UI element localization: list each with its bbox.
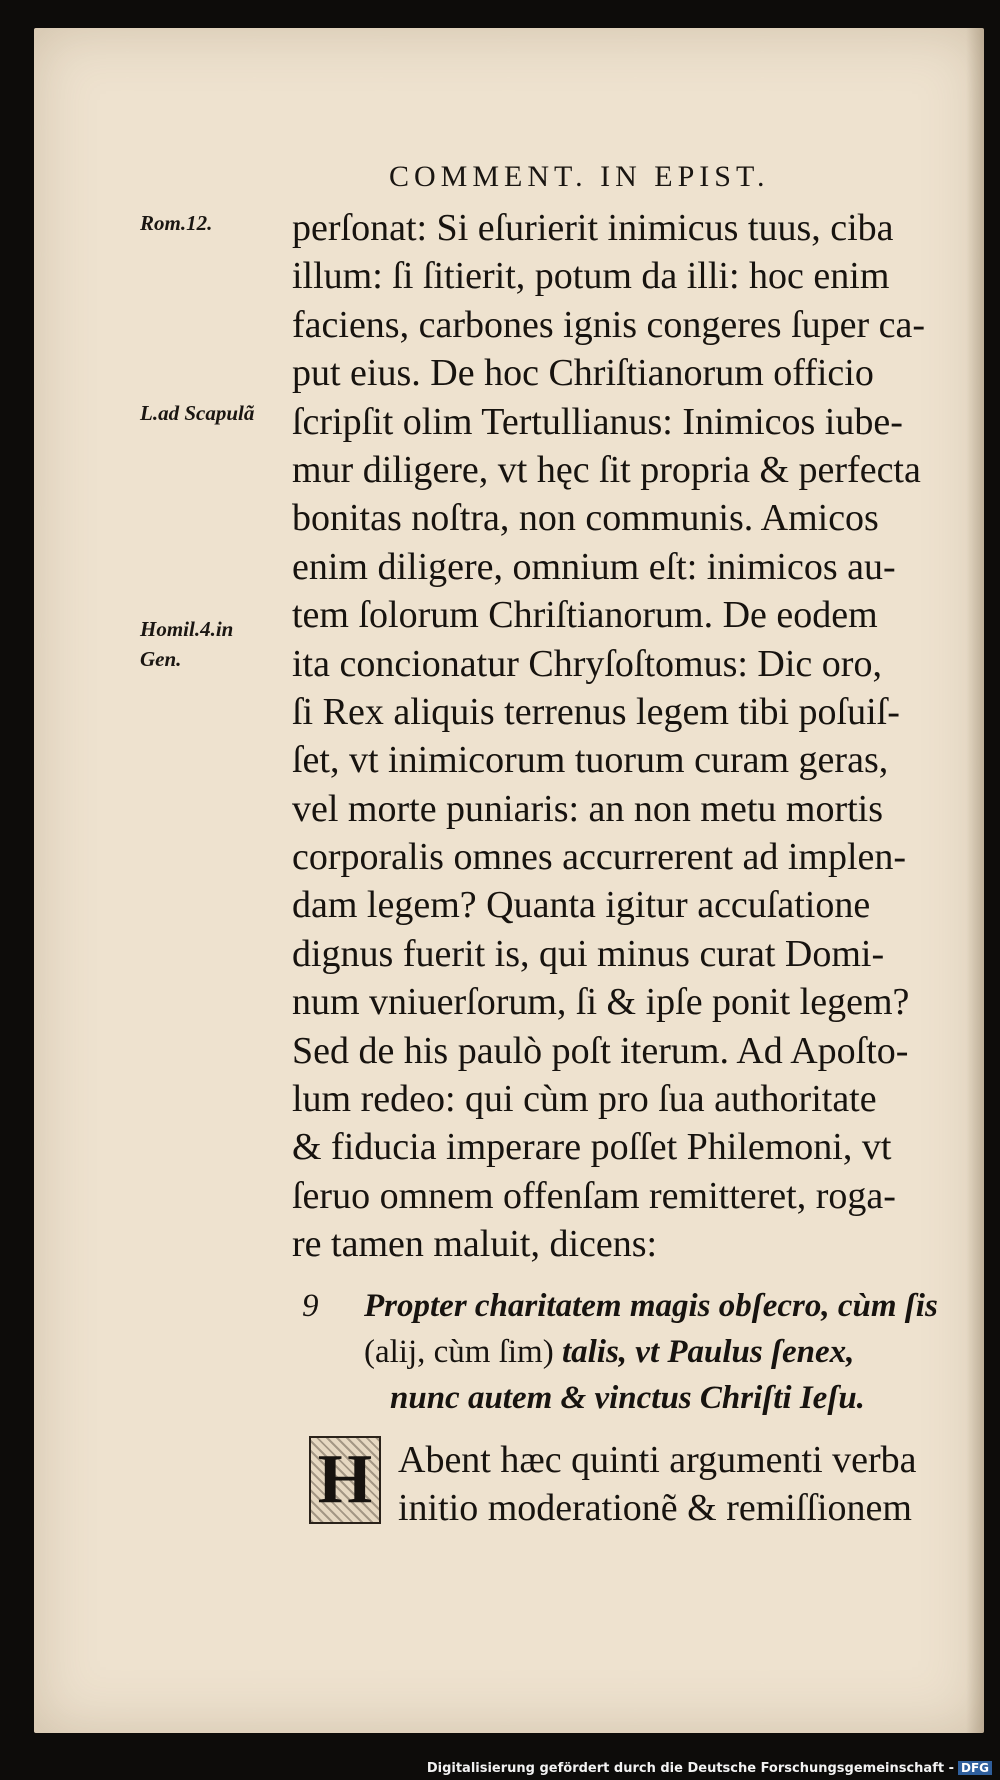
body-line-10: ita concionatur Chryſoſtomus: Dic oro, [292, 642, 882, 685]
body-line-20: & fiducia imperare poſſet Philemoni, vt [292, 1126, 892, 1169]
body-line-12: ſet, vt inimicorum tuorum curam geras, [292, 739, 889, 782]
body-line-14: corporalis omnes accurrerent ad implen- [292, 836, 907, 879]
body-line-22: re tamen maluit, dicens: [292, 1223, 658, 1266]
margin-note-romans: Rom.12. [140, 211, 213, 235]
verse-line-2-plain: (alij, cùm ſim) [364, 1334, 554, 1370]
initial-letter: H [309, 1436, 381, 1524]
digitization-footer [427, 1761, 992, 1776]
dfg-logo: DFG [958, 1761, 992, 1775]
verse-line-2-italic: talis, vt Paulus ſenex, [561, 1334, 855, 1370]
body-line-3: faciens, carbones ignis congeres ſuper ca- [292, 303, 926, 346]
footer-text: Digitalisierung gefördert durch die Deutsche Forschungsgemeinschaft - [426, 1761, 954, 1776]
body-line-17: num vniuerſorum, ſi & ipſe ponit legem? [292, 981, 910, 1024]
body-line-9: tem ſolorum Chriſtianorum. De eodem [292, 594, 878, 637]
body-line-15: dam legem? Quanta igitur accuſatione [292, 884, 871, 927]
final-text [398, 1436, 998, 1532]
body-line-5: ſcripſit olim Tertullianus: Inimicos iube- [292, 400, 903, 443]
verse-line-1: Propter charitatem magis obſecro, cùm ſis [364, 1288, 938, 1324]
body-line-18: Sed de his paulò poſt iterum. Ad Apoſto- [292, 1029, 909, 1072]
verse-number: 9 [302, 1288, 319, 1324]
verse-line-3: nunc autem & vinctus Chriſti Ieſu. [390, 1380, 865, 1416]
book-page [34, 28, 984, 1733]
final-line-1: Abent hæc quinti argumenti verba [398, 1439, 917, 1481]
final-line-2: initio moderationẽ & remiſſionem [398, 1487, 912, 1529]
body-line-7: bonitas noſtra, non communis. Amicos [292, 497, 879, 540]
body-line-11: ſi Rex aliquis terrenus legem tibi poſuiſ- [292, 690, 900, 733]
body-line-6: mur diligere, vt hęc ſit propria & perfecta [292, 448, 921, 491]
body-line-1: perſonat: Si eſurierit inimicus tuus, ciba [292, 207, 894, 249]
running-head: COMMENT. IN EPIST. [389, 160, 770, 193]
body-line-2: illum: ſi ſitierit, potum da illi: hoc enim [292, 255, 890, 298]
body-line-8: enim diligere, omnium eſt: inimicos au- [292, 545, 896, 588]
margin-note-gen: Gen. [140, 647, 182, 671]
body-line-21: ſeruo omnem offenſam remitteret, roga- [292, 1174, 896, 1217]
decorated-initial [309, 1436, 381, 1524]
body-text [292, 204, 982, 1269]
body-line-4: put eius. De hoc Chriſtianorum officio [292, 352, 874, 395]
body-line-13: vel morte puniaris: an non metu mortis [292, 787, 884, 830]
body-line-19: lum redeo: qui cùm pro ſua authoritate [292, 1078, 877, 1121]
verse-block [302, 1283, 1000, 1421]
margin-note-homil: Homil.4.in [140, 617, 234, 641]
margin-note-scapula: L.ad Scapulã [140, 401, 255, 425]
body-line-16: dignus fuerit is, qui minus curat Domi- [292, 932, 885, 975]
verse-line-2 [302, 1329, 1000, 1375]
